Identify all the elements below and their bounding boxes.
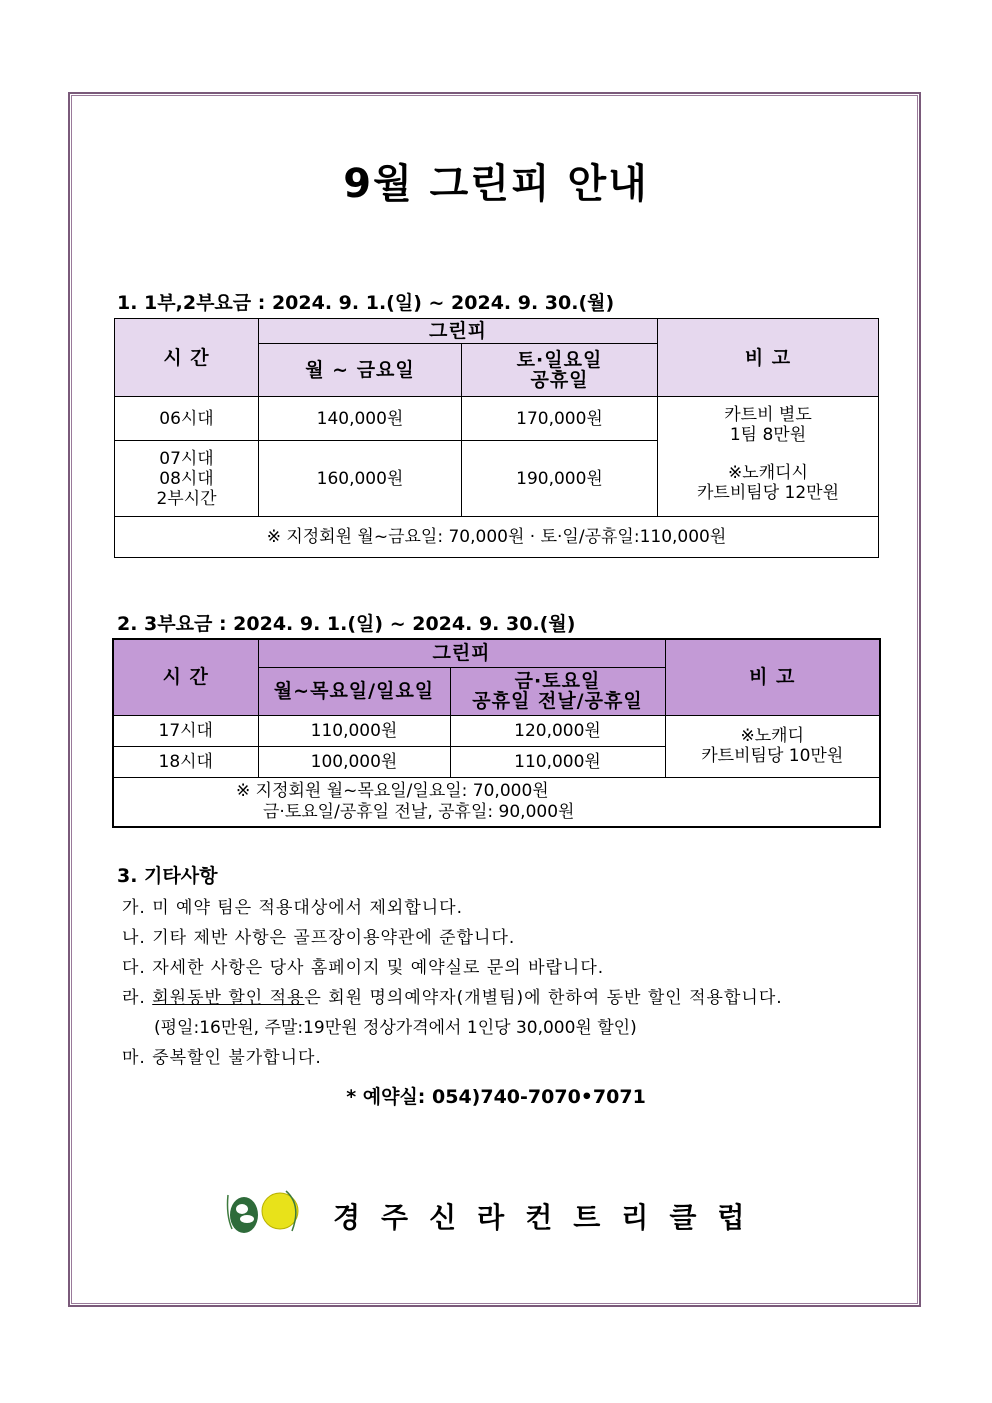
header-weekend <box>450 667 665 715</box>
note-line: 1팀 8만원 <box>729 425 807 445</box>
header-weekend-line1: 토·일요일 <box>516 349 603 371</box>
note-line: 카트비 별도 <box>724 405 812 425</box>
club-logo-icon <box>222 1185 302 1241</box>
section1-table <box>114 318 879 558</box>
header-note: 비 고 <box>658 319 879 397</box>
underlined-phrase: 회원동반 할인 적용 <box>152 988 305 1008</box>
section1-heading: 1. 1부,2부요금 : 2024. 9. 1.(일) ~ 2024. 9. 30.(월) <box>117 292 615 314</box>
note-cell <box>658 397 879 517</box>
header-time: 시 간 <box>115 319 259 397</box>
header-greenfee: 그린피 <box>258 639 665 667</box>
header-weekday: 월~목요일/일요일 <box>258 667 450 715</box>
weekday-fee: 160,000원 <box>259 441 462 517</box>
time-line: 07시대 <box>159 448 214 469</box>
section2-heading: 2. 3부요금 : 2024. 9. 1.(일) ~ 2024. 9. 30.(월) <box>117 613 576 635</box>
note-line: 카트비팀당 12만원 <box>697 483 839 503</box>
list-item <box>122 983 783 1013</box>
page-title: 9월 그린피 안내 <box>343 161 649 207</box>
reservation-phone: * 예약실: 054)740-7070•7071 <box>346 1086 646 1108</box>
section3-heading: 3. 기타사항 <box>117 865 218 887</box>
section2-table <box>112 638 881 828</box>
member-note: ※ 지정회원 월~금요일: 70,000원 · 토·일/공휴일:110,000원 <box>115 517 879 558</box>
member-note-line: 금·토요일/공휴일 전날, 공휴일: 90,000원 <box>263 801 575 822</box>
time-cell: 17시대 <box>113 715 258 746</box>
list-subitem: (평일:16만원, 주말:19만원 정상가격에서 1인당 30,000원 할인) <box>154 1018 637 1038</box>
time-cell: 06시대 <box>115 397 259 441</box>
weekend-fee: 190,000원 <box>462 441 658 517</box>
time-line: 08시대 <box>159 468 214 489</box>
item-prefix: 라. <box>122 988 153 1008</box>
weekday-fee: 100,000원 <box>258 746 450 777</box>
note-cell <box>665 715 880 777</box>
time-line: 2부시간 <box>156 488 217 509</box>
list-item: 가. 미 예약 팀은 적용대상에서 제외합니다. <box>122 898 464 918</box>
note-line: ※노캐디시 <box>728 463 808 483</box>
header-greenfee: 그린피 <box>259 319 658 344</box>
member-note-line: ※ 지정회원 월~목요일/일요일: 70,000원 <box>236 780 549 801</box>
header-weekend-line2: 공휴일 전날/공휴일 <box>472 690 643 712</box>
header-time: 시 간 <box>113 639 258 715</box>
weekday-fee: 110,000원 <box>258 715 450 746</box>
weekend-fee: 110,000원 <box>450 746 665 777</box>
club-name: 경주신라컨트리클럽 <box>333 1201 766 1234</box>
list-item: 나. 기타 제반 사항은 골프장이용약관에 준합니다. <box>122 928 516 948</box>
list-item: 다. 자세한 사항은 당사 홈페이지 및 예약실로 문의 바랍니다. <box>122 958 605 978</box>
header-weekday: 월 ~ 금요일 <box>259 344 462 397</box>
header-weekend <box>462 344 658 397</box>
note-line: ※노캐디 <box>740 726 804 746</box>
notice-list <box>122 893 783 1073</box>
weekend-fee: 170,000원 <box>462 397 658 441</box>
time-cell: 18시대 <box>113 746 258 777</box>
header-note: 비 고 <box>665 639 880 715</box>
weekend-fee: 120,000원 <box>450 715 665 746</box>
note-line: 카트비팀당 10만원 <box>701 746 844 766</box>
time-cell <box>115 441 259 517</box>
item-text: 은 회원 명의예약자(개별팀)에 한하여 동반 할인 적용합니다. <box>304 988 783 1008</box>
member-note <box>113 777 880 827</box>
header-weekend-line2: 공휴일 <box>530 369 589 391</box>
list-item: 마. 중복할인 불가합니다. <box>122 1048 322 1068</box>
header-weekend-line1: 금·토요일 <box>514 670 601 692</box>
weekday-fee: 140,000원 <box>259 397 462 441</box>
